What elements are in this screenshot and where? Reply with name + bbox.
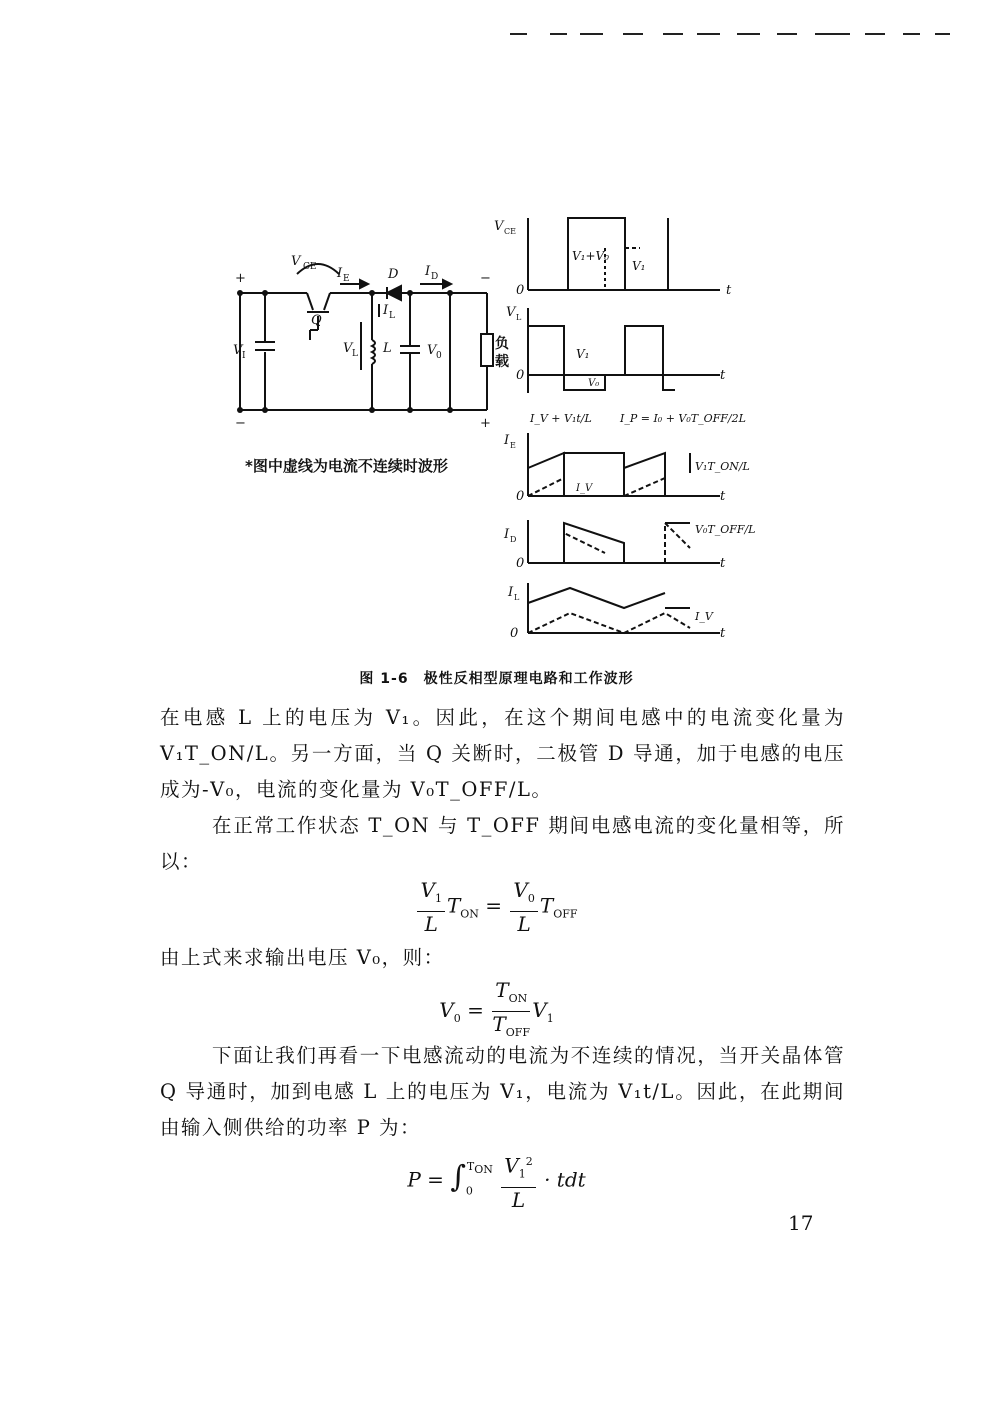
il-t: t	[720, 626, 726, 641]
ip-formula: I_P = I₀ + V₀T_OFF/2L	[620, 412, 746, 425]
vce-t: t	[726, 283, 732, 298]
vce-sub: CE	[303, 262, 317, 272]
vi-sub: I	[242, 351, 246, 361]
vl-t: t	[720, 368, 726, 383]
equation-1: $\frac{V_1}{L}$ $T_{ON}$ = $\frac{V_0}{L}$ $T_{OFF}$	[0, 878, 993, 936]
vl-axis-label: V	[506, 305, 516, 320]
inductor-label: L	[383, 341, 392, 356]
ie-axis-sub: E	[510, 441, 516, 450]
ie-formula: I_V + V₁t/L	[530, 412, 592, 425]
vce-axis-sub: CE	[504, 227, 516, 236]
il-label: I	[383, 303, 389, 318]
vce-zero: 0	[516, 283, 525, 298]
ie-iv-label: I_V	[576, 483, 593, 494]
minus-bottom-left: −	[235, 416, 246, 431]
vo-label: V	[427, 343, 437, 358]
il-sub: L	[389, 311, 395, 321]
id-delta-label: V₀T_OFF/L	[695, 523, 756, 536]
ie-t: t	[720, 489, 726, 504]
id-sub: D	[431, 272, 439, 282]
header-dashed-rule	[505, 28, 955, 52]
plus-top-left: +	[235, 271, 246, 286]
vce-level2-label: V₁	[632, 259, 646, 273]
id-t: t	[720, 556, 726, 571]
paragraph-4: 下面让我们再看一下电感流动的电流为不连续的情况，当开关晶体管 Q 导通时，加到电感 L 上的电压为 V₁，电流为 V₁t/L。因此，在此期间由输入侧供给的功率 P 为：	[160, 1044, 845, 1139]
id-label: I	[425, 264, 431, 279]
paragraph-3: 由上式来求输出电压 V₀，则：	[160, 946, 445, 969]
diode-label: D	[388, 267, 399, 282]
vce-level-label: V₁+V₀	[572, 249, 610, 263]
il-zero: 0	[510, 626, 519, 641]
vl-pos-label: V₁	[576, 347, 590, 361]
vl-axis-sub: L	[516, 313, 522, 322]
minus-top-right: −	[480, 271, 491, 286]
paragraph-1: 在电感 L 上的电压为 V₁。因此，在这个期间电感中的电流变化量为 V₁T_ON/L。另一方面，当 Q 关断时，二极管 D 导通，加于电感的电压成为-V₀，电流的变化量为 V₀T_OFF/L。	[160, 706, 845, 801]
ie-label: I	[337, 266, 343, 281]
ie-sub: E	[343, 274, 350, 284]
il-axis-sub: L	[514, 593, 520, 602]
ie-axis-label: I	[504, 433, 510, 448]
id-axis-sub: D	[510, 535, 517, 544]
inverting-converter-circuit	[225, 242, 509, 442]
vl-sub: L	[352, 349, 358, 359]
il-iv-label: I_V	[695, 610, 713, 623]
il-axis-label: I	[508, 585, 514, 600]
id-axis-label: I	[504, 527, 510, 542]
equation-3: $P = \int_0^{T_{ON}}$ $\frac{V_1^2}{L}$ · tdt	[0, 1150, 993, 1212]
figure-caption: 图 1-6 极性反相型原理电路和工作波形	[359, 671, 634, 687]
load-label-1: 负	[495, 336, 509, 352]
paragraph-2: 在正常工作状态 T_ON 与 T_OFF 期间电感电流的变化量相等，所以：	[160, 814, 845, 873]
ie-zero: 0	[516, 489, 525, 504]
vl-neg-label: V₀	[588, 378, 600, 389]
id-zero: 0	[516, 556, 525, 571]
equation-2: $V_0$ = $\frac{T_{ON}}{T_{OFF}}$ $V_1$	[439, 978, 554, 1039]
vce-axis-label: V	[494, 219, 504, 234]
page-number: 17	[788, 1211, 814, 1235]
q-label: Q	[311, 313, 322, 328]
load-label-2: 载	[495, 354, 509, 370]
operating-waveforms	[480, 208, 780, 648]
vi-label: V	[233, 343, 243, 358]
vce-label: V	[291, 254, 301, 269]
ie-delta-label: V₁T_ON/L	[695, 460, 750, 473]
vo-sub: 0	[436, 351, 442, 361]
vl-label: V	[343, 341, 353, 356]
vl-zero: 0	[516, 368, 525, 383]
figure-note: *图中虚线为电流不连续时波形	[245, 457, 448, 475]
plus-bottom-right: +	[480, 416, 491, 431]
